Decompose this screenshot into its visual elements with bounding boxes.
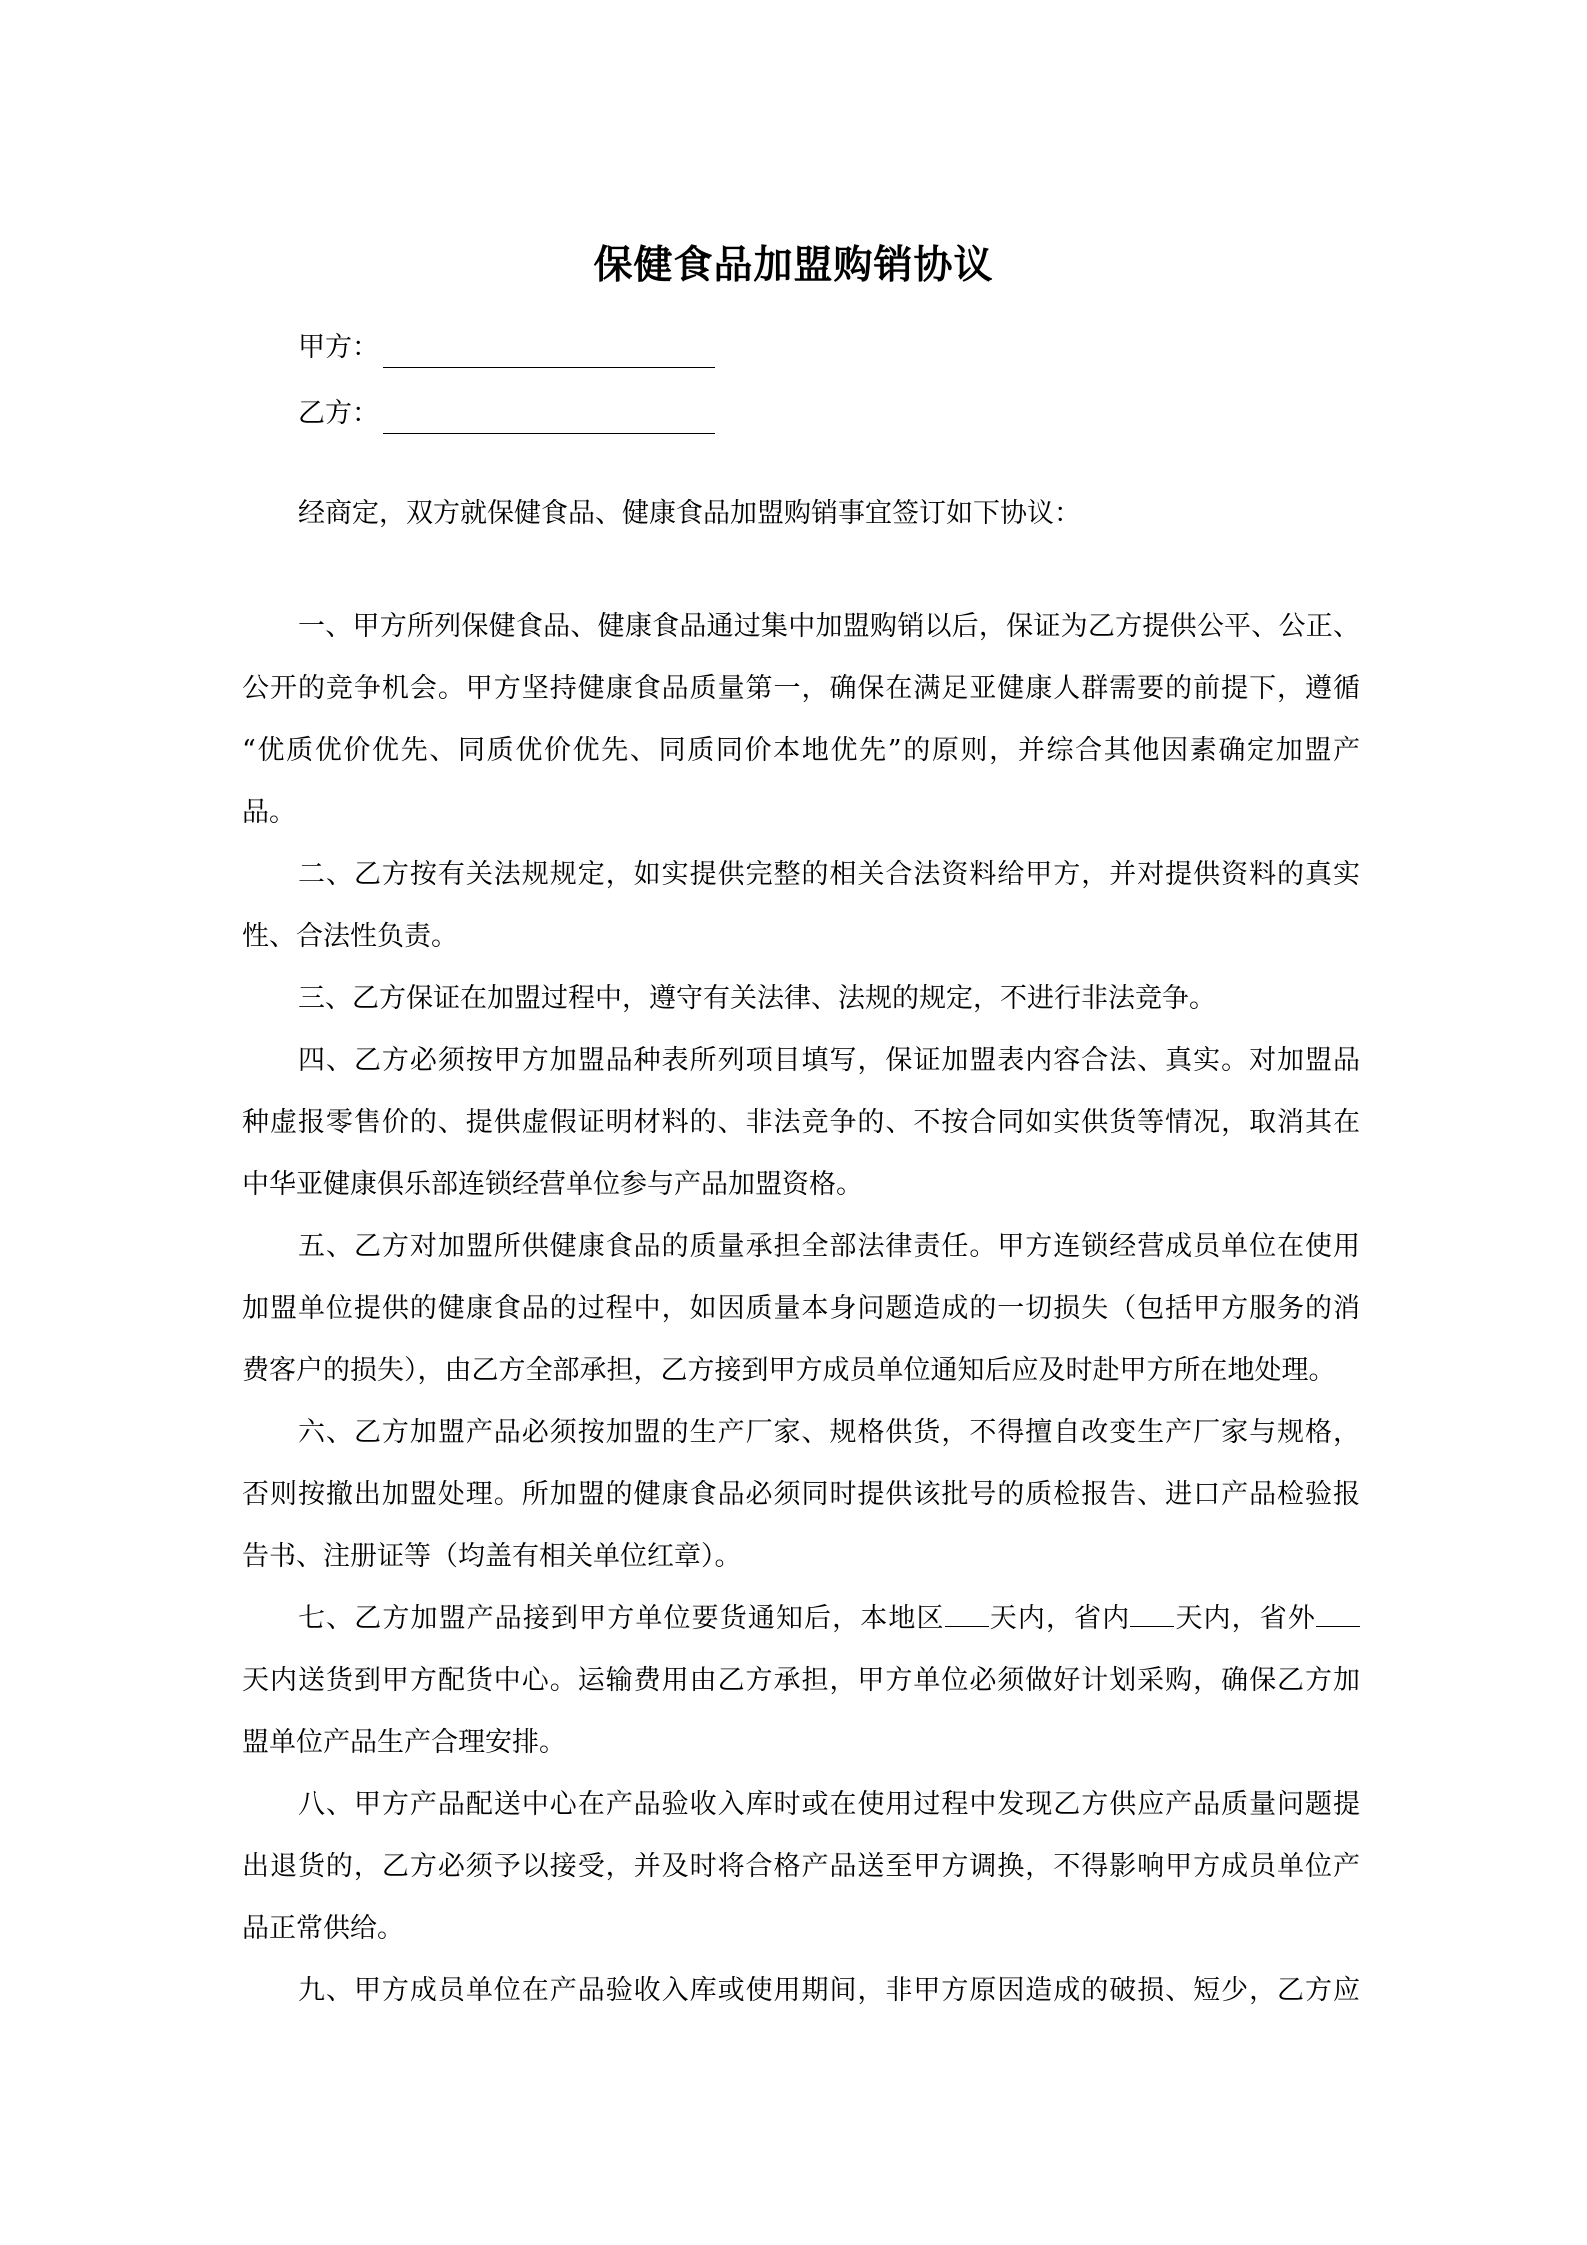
clause-7 <box>242 1588 1360 1774</box>
clause-3 <box>242 968 1360 1030</box>
intro-paragraph: 经商定，双方就保健食品、健康食品加盟购销事宜签订如下协议： <box>298 498 1081 529</box>
clause-line: 出退货的，乙方必须予以接受，并及时将合格产品送至甲方调换，不得影响甲方成员单位产 <box>242 1851 1360 1882</box>
party-a-blank <box>383 337 715 368</box>
clause-line: 六、乙方加盟产品必须按加盟的生产厂家、规格供货，不得擅自改变生产厂家与规格， <box>298 1417 1360 1448</box>
clause-line: 否则按撤出加盟处理。所加盟的健康食品必须同时提供该批号的质检报告、进口产品检验报 <box>242 1479 1360 1510</box>
clause-line: 公开的竞争机会。甲方坚持健康食品质量第一，确保在满足亚健康人群需要的前提下，遵循 <box>242 673 1360 704</box>
clause-line: 费客户的损失），由乙方全部承担，乙方接到甲方成员单位通知后应及时赴甲方所在地处理。 <box>242 1355 1336 1386</box>
clause-2 <box>242 844 1360 968</box>
clause-4 <box>242 1030 1360 1216</box>
clause-line: 天内送货到甲方配货中心。运输费用由乙方承担，甲方单位必须做好计划采购，确保乙方加 <box>242 1665 1360 1696</box>
clause-1 <box>242 596 1360 844</box>
clause-segment: 天内，省内 <box>988 1603 1131 1634</box>
clause-segment: 天内，省外 <box>1174 1603 1317 1634</box>
days-blank-outside <box>1316 1600 1360 1627</box>
clause-line: 四、乙方必须按甲方加盟品种表所列项目填写，保证加盟表内容合法、真实。对加盟品 <box>298 1045 1360 1076</box>
clause-line: 九、甲方成员单位在产品验收入库或使用期间，非甲方原因造成的破损、短少，乙方应 <box>298 1975 1360 2006</box>
document-title: 保健食品加盟购销协议 <box>593 243 994 288</box>
clause-line: 八、甲方产品配送中心在产品验收入库时或在使用过程中发现乙方供应产品质量问题提 <box>298 1789 1360 1820</box>
clause-line: 性、合法性负责。 <box>242 921 458 952</box>
clause-line: 一、甲方所列保健食品、健康食品通过集中加盟购销以后，保证为乙方提供公平、公正、 <box>298 611 1360 642</box>
clause-5 <box>242 1216 1360 1402</box>
clause-6 <box>242 1402 1360 1588</box>
party-b-label: 乙方： <box>298 398 379 429</box>
clause-line: 五、乙方对加盟所供健康食品的质量承担全部法律责任。甲方连锁经营成员单位在使用 <box>298 1231 1360 1262</box>
clause-line: 品。 <box>242 797 296 828</box>
clause-line: 二、乙方按有关法规规定，如实提供完整的相关合法资料给甲方，并对提供资料的真实 <box>298 859 1360 890</box>
clause-segment: 七、乙方加盟产品接到甲方单位要货通知后，本地区 <box>298 1603 945 1634</box>
clause-line: “优质优价优先、同质优价优先、同质同价本地优先”的原则，并综合其他因素确定加盟产 <box>242 735 1360 766</box>
clause-line: 品正常供给。 <box>242 1913 404 1944</box>
party-b-line <box>298 394 715 434</box>
clause-8 <box>242 1774 1360 1960</box>
clause-line: 种虚报零售价的、提供虚假证明材料的、非法竞争的、不按合同如实供货等情况，取消其在 <box>242 1107 1360 1138</box>
clause-line: 三、乙方保证在加盟过程中，遵守有关法律、法规的规定，不进行非法竞争。 <box>298 983 1216 1014</box>
clause-line: 盟单位产品生产合理安排。 <box>242 1727 566 1758</box>
clause-line: 加盟单位提供的健康食品的过程中，如因质量本身问题造成的一切损失（包括甲方服务的消 <box>242 1293 1360 1324</box>
clause-line: 告书、注册证等（均盖有相关单位红章）。 <box>242 1541 742 1572</box>
clauses-body <box>242 596 1360 2022</box>
days-blank-province <box>1130 1600 1174 1627</box>
clause-line-with-blanks <box>242 1588 1360 1650</box>
party-b-blank <box>383 403 715 434</box>
party-a-line <box>298 328 715 368</box>
days-blank-local <box>945 1600 989 1627</box>
party-a-label: 甲方： <box>298 332 379 363</box>
clause-9 <box>242 1960 1360 2022</box>
clause-line: 中华亚健康俱乐部连锁经营单位参与产品加盟资格。 <box>242 1169 863 1200</box>
